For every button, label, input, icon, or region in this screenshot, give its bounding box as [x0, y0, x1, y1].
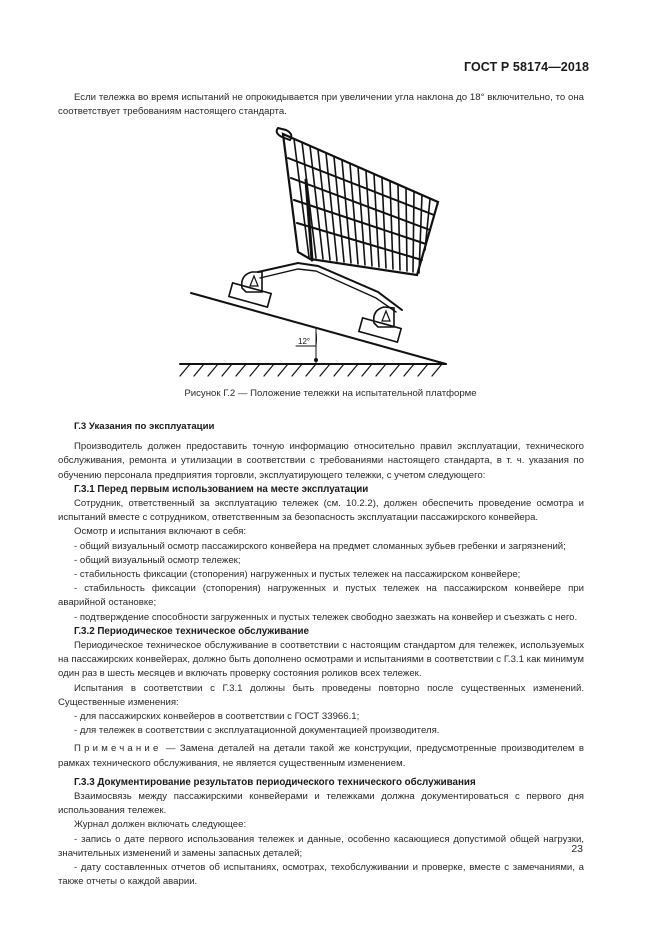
- list-item: - общий визуальный осмотр пассажирского конвейера на предмет сломанных зубьев гребенки и загрязнений;: [74, 540, 566, 552]
- section-g33-title: Г.3.3 Документирование результатов периодического технического обслуживания: [74, 776, 476, 788]
- figure-caption: Рисунок Г.2 — Положение тележки на испытательной платформе: [184, 388, 477, 399]
- list-item: - дату составленных отчетов об испытаниях, осмотрах, техобслуживании и проверке, вместе с замечаниями, а также отчеты о каждой аварии.: [58, 862, 584, 888]
- section-g3-title: Г.3 Указания по эксплуатации: [74, 421, 215, 432]
- section-g33-p1: Взаимосвязь между пассажирскими конвейерами и тележками должна документироваться с первого дня использования тележек.: [58, 791, 584, 817]
- list-item: - для пассажирских конвейеров в соответствии с ГОСТ 33966.1;: [74, 711, 360, 723]
- list-item: - для тележек в соответствии с эксплуатационной документацией производителя.: [74, 725, 440, 737]
- section-g31-title: Г.3.1 Перед первым использованием на месте эксплуатации: [74, 483, 369, 495]
- intro-paragraph: Если тележка во время испытаний не опрокидывается при увеличении угла наклона до 18° включительно, то она соответствует требованиям настоящего стандарта.: [58, 92, 584, 118]
- section-g31-p1: Сотрудник, ответственный за эксплуатацию тележек (см. 10.2.2), должен обеспечить проведение осмотра и испытаний вместе с сотрудником, ответственным за безопасность эксплуатации пассажирского конвейера.: [58, 498, 584, 524]
- list-item: - стабильность фиксации (стопорения) нагруженных и пустых тележек на пассажирском конвейере;: [74, 569, 521, 581]
- figure-cart-on-test-platform: [170, 120, 470, 385]
- wheel-block-right: [359, 318, 401, 342]
- section-g32-p1: Периодическое техническое обслуживание в соответствии с настоящим стандартом для тележек, используемых на пассажирских конвейерах, должно быть дополнено осмотрами и испытаниями в соответствии с Г.3.1 как минимум один раз в шесть месяцев и включать проверку состояния роликов всех тележек.: [58, 640, 584, 680]
- section-g33-p2: Журнал должен включать следующее:: [74, 819, 247, 831]
- note-text: — Замена деталей на детали такой же конструкции, предусмотренные производителем в рамках технического обслуживания, не является существенным изменением.: [58, 743, 584, 769]
- section-g32-note: [58, 742, 584, 770]
- section-g32-p2: Испытания в соответствии с Г.3.1 должны быть проведены повторно после существенных изменений. Существенные изменения:: [58, 682, 584, 708]
- incline-platform-line: [191, 293, 446, 364]
- page-number: 23: [571, 843, 583, 855]
- section-g32-title: Г.3.2 Периодическое техническое обслуживание: [74, 625, 309, 637]
- list-item: - стабильность фиксации (стопорения) нагруженных и пустых тележек на пассажирском конвейере при аварийной остановке;: [58, 583, 584, 609]
- section-g3: [58, 420, 584, 890]
- list-item: - запись о дате первого использования тележек и данные, особенно касающиеся допустимой общей нагрузки, значительных изменений и замены запасных деталей;: [58, 833, 584, 859]
- section-g3-intro: Производитель должен предоставить точную информацию относительно правил эксплуатации, технического обслуживания, ремонта и утилизации в соответствии с требованиями настоящего стандарта, в т. ч. указания по обучению персонала предприятия торговли, эксплуатирующего тележки, с учетом следующего:: [58, 441, 584, 481]
- section-g31-p2: Осмотр и испытания включают в себя:: [74, 526, 247, 538]
- list-item: - подтверждение способности загруженных и пустых тележек свободно заезжать на конвейер и съезжать с него.: [74, 611, 578, 623]
- ground-hatching: [180, 364, 442, 376]
- list-item: - общий визуальный осмотр тележек;: [74, 554, 241, 566]
- intro-block: [58, 91, 584, 119]
- angle-label: 12°: [298, 337, 311, 346]
- note-label: Примечание: [74, 743, 162, 755]
- document-header-standard-id: ГОСТ Р 58174—2018: [463, 60, 589, 74]
